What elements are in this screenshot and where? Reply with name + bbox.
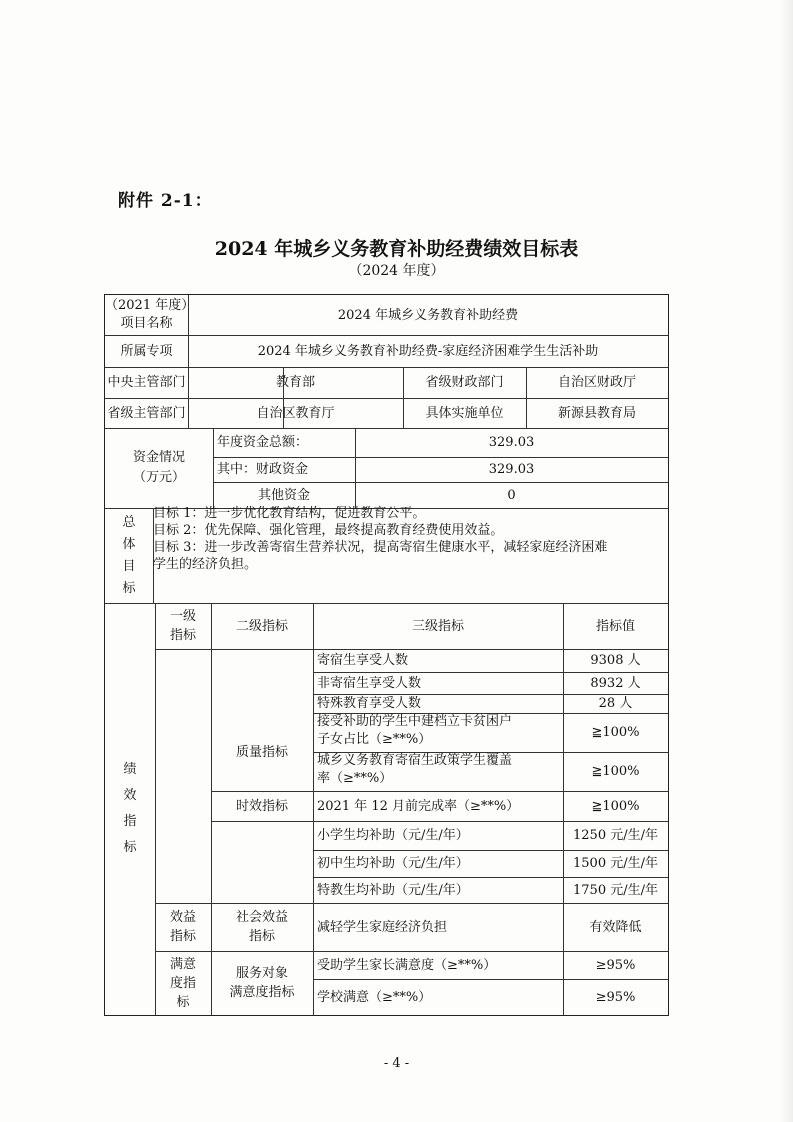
- quality-indicator: 质量指标: [235, 744, 288, 760]
- row-value: 9308 人: [590, 653, 641, 668]
- header-level1: 一级 指标: [169, 609, 196, 643]
- prov-finance-value: 自治区财政厅: [557, 375, 636, 390]
- funds-other-label: 其他资金: [257, 487, 310, 503]
- goal-2: 目标 2：优先保障、强化管理，最终提高教育经费使用效益。: [153, 523, 504, 538]
- prov-finance-label: 省级财政部门: [425, 375, 504, 390]
- overall-goal-label: 总 体 目 标: [122, 514, 136, 596]
- row-name: 寄宿生享受人数: [317, 653, 409, 668]
- attachment-label: 附件 2-1：: [118, 191, 213, 211]
- row-name: 学校满意（≥**%）: [317, 989, 432, 1005]
- goal-1: 目标 1：进一步优化教育结构，促进教育公平。: [153, 506, 426, 521]
- row-name: 非寄宿生享受人数: [317, 675, 422, 691]
- row-name: 减轻学生家庭经济负担: [317, 919, 448, 935]
- project-name-label: （2021 年度） 项目名称: [105, 298, 195, 331]
- funds-fiscal-label: 其中：财政资金: [217, 462, 309, 477]
- goal-3-cont: 学生的经济负担。: [153, 557, 258, 572]
- row-value: ≧100%: [591, 798, 640, 814]
- row-value: 有效降低: [589, 919, 642, 935]
- row-value: ≧100%: [591, 764, 640, 779]
- funds-label: 资金情况 （万元）: [132, 450, 185, 485]
- benefit-indicator: 效益 指标: [169, 910, 196, 944]
- row-value: 8932 人: [590, 675, 641, 691]
- row-name: 受助学生家长满意度（≥**%）: [317, 957, 497, 973]
- row-value: 1250 元/生/年: [573, 828, 658, 843]
- document-subtitle: （2024 年度）: [348, 263, 445, 279]
- row-value: 28 人: [598, 696, 633, 711]
- row-value: 1500 元/生/年: [573, 856, 658, 871]
- funds-total-value: 329.03: [488, 435, 535, 450]
- document-title: 2024 年城乡义务教育补助经费绩效目标表: [214, 238, 579, 260]
- category-label: 所属专项: [120, 343, 173, 359]
- impl-unit-label: 具体实施单位: [425, 405, 504, 421]
- funds-other-value: 0: [507, 487, 516, 503]
- row-name: 特殊教育享受人数: [317, 696, 422, 711]
- row-name: 特教生均补助（元/生/年）: [317, 882, 469, 898]
- row-name: 小学生均补助（元/生/年）: [317, 828, 469, 843]
- row-name: 接受补助的学生中建档立卡贫困户 子女占比（≥**%）: [317, 714, 513, 747]
- service-satisfaction-indicator: 服务对象 满意度指标: [229, 966, 295, 1000]
- header-value: 指标值: [595, 618, 635, 634]
- funds-total-label: 年度资金总额：: [217, 435, 309, 450]
- central-dept-value: 教育部: [275, 375, 315, 390]
- scan-edge-shadow: [779, 0, 793, 1122]
- performance-target-table: [104, 294, 669, 1016]
- timely-indicator: 时效指标: [235, 798, 288, 814]
- header-level3: 三级指标: [411, 618, 464, 634]
- prov-dept-value: 自治区教育厅: [256, 405, 335, 421]
- goal-3: 目标 3：进一步改善寄宿生营养状况，提高寄宿生健康水平，减轻家庭经济困难: [153, 540, 608, 555]
- row-name: 2021 年 12 月前完成率（≥**%）: [317, 798, 520, 814]
- row-name: 初中生均补助（元/生/年）: [317, 856, 469, 871]
- funds-fiscal-value: 329.03: [488, 462, 535, 477]
- impl-unit-value: 新源县教育局: [557, 405, 636, 421]
- row-name: 城乡义务教育寄宿生政策学生覆盖 率（≥**%）: [317, 753, 513, 786]
- perf-indicator-label: 绩 效 指 标: [123, 762, 137, 855]
- satisfaction-indicator: 满意 度指 标: [169, 956, 196, 1010]
- row-value: 1750 元/生/年: [573, 882, 658, 898]
- project-name-value: 2024 年城乡义务教育补助经费: [337, 307, 519, 323]
- row-value: ≧100%: [591, 725, 640, 740]
- overall-goals: [153, 505, 663, 573]
- row-value: ≥95%: [595, 989, 636, 1005]
- page-number: - 4 -: [383, 1056, 410, 1071]
- category-value: 2024 年城乡义务教育补助经费-家庭经济困难学生生活补助: [257, 343, 599, 359]
- header-level2: 二级指标: [235, 618, 288, 634]
- central-dept-label: 中央主管部门: [107, 375, 186, 390]
- social-benefit-indicator: 社会效益 指标: [235, 910, 288, 944]
- prov-dept-label: 省级主管部门: [107, 405, 186, 421]
- row-value: ≥95%: [595, 957, 636, 973]
